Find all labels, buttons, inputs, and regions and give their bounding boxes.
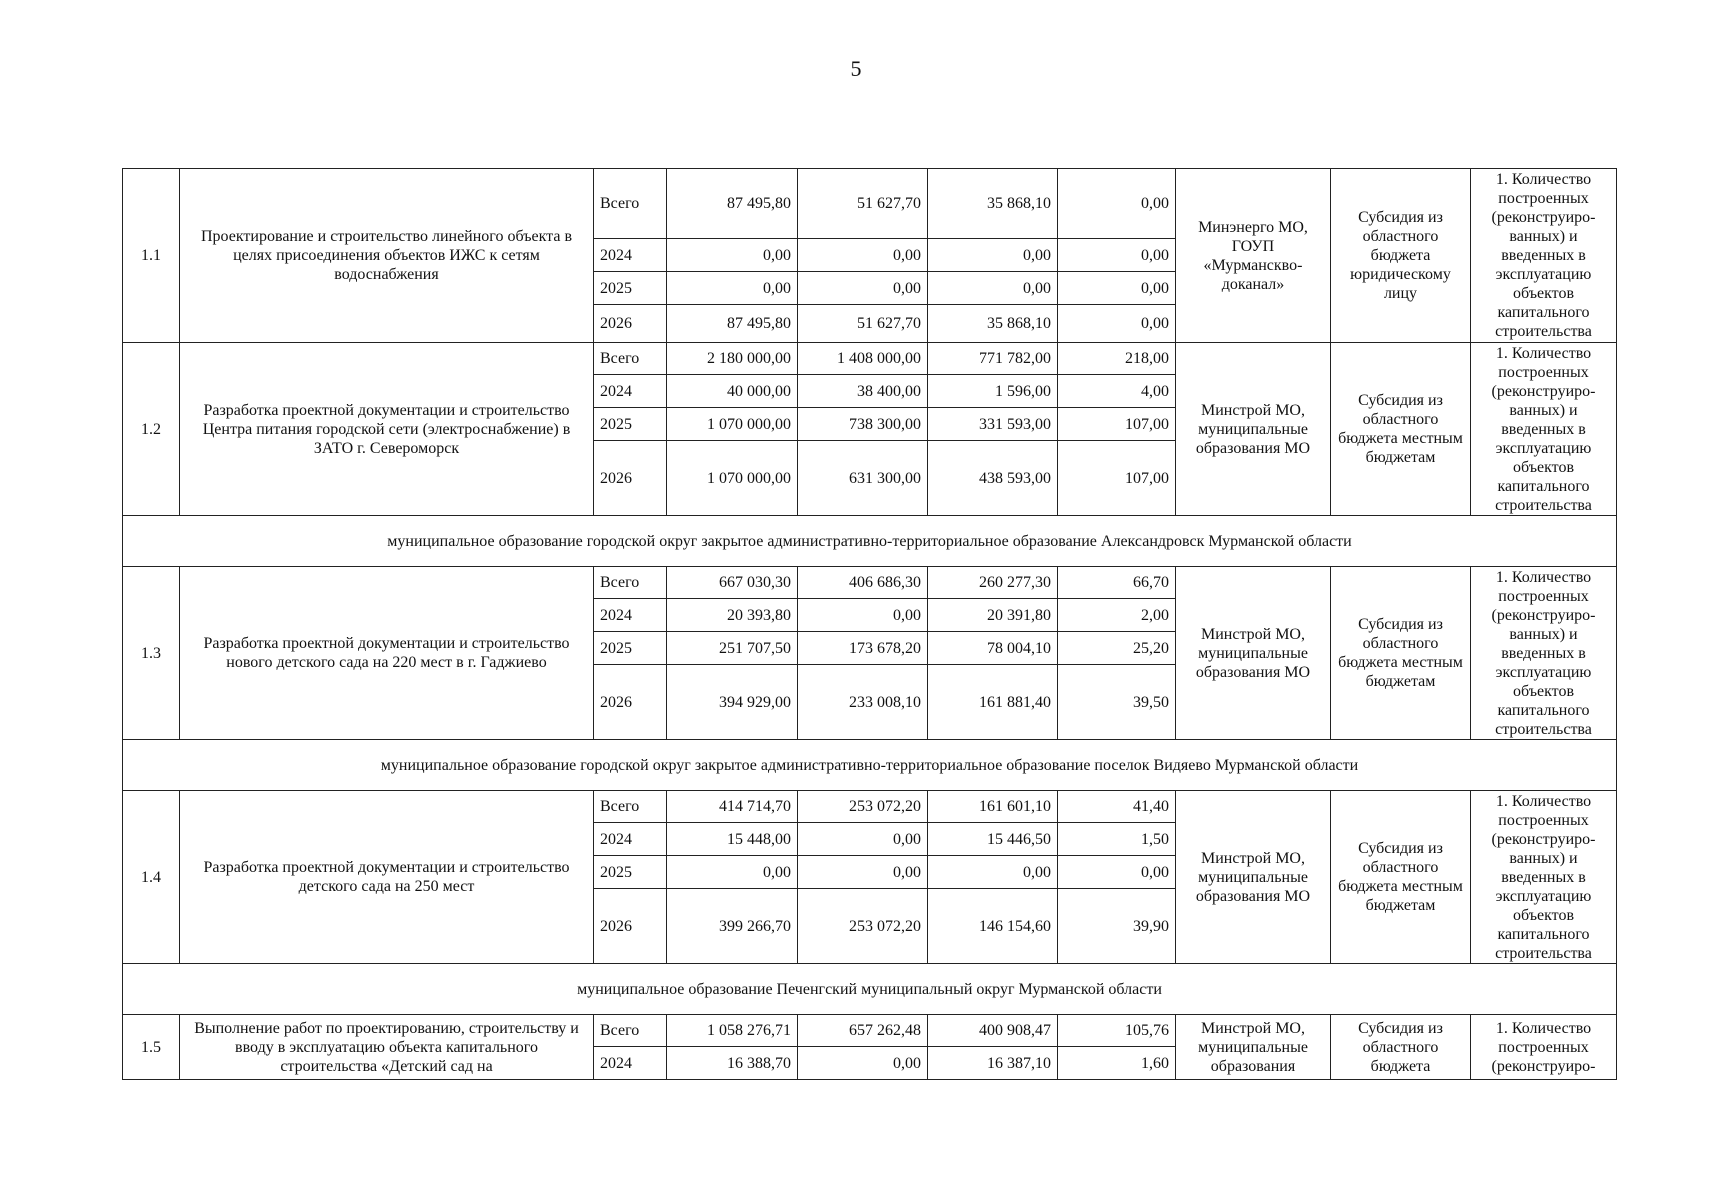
- value-total: 2 180 000,00: [667, 343, 798, 375]
- value-regional: 260 277,30: [928, 567, 1058, 599]
- year-cell: Всего: [594, 169, 667, 239]
- year-cell: 2026: [594, 889, 667, 964]
- table-row: [123, 567, 1617, 599]
- value-federal: 0,00: [798, 239, 928, 272]
- value-federal: 173 678,20: [798, 632, 928, 665]
- value-total: 0,00: [667, 272, 798, 305]
- value-total: 40 000,00: [667, 375, 798, 408]
- value-regional: 78 004,10: [928, 632, 1058, 665]
- table-row: [123, 169, 1617, 239]
- value-total: 0,00: [667, 856, 798, 889]
- year-cell: 2025: [594, 408, 667, 441]
- executor-cell: Минэнерго МО, ГОУП «Мурманскво-доканал»: [1176, 169, 1331, 343]
- year-cell: 2025: [594, 632, 667, 665]
- value-total: 251 707,50: [667, 632, 798, 665]
- value-total: 87 495,80: [667, 169, 798, 239]
- value-local: 107,00: [1058, 441, 1176, 516]
- executor-cell: Минстрой МО, муниципальные образования МО: [1176, 567, 1331, 740]
- funding-source-cell: Субсидия из областного бюджета местным бюджетам: [1331, 343, 1471, 516]
- funding-source-cell: Субсидия из областного бюджета местным бюджетам: [1331, 567, 1471, 740]
- section-heading: муниципальное образование городской округ закрытое административно-территориальное образование Александровск Мурманской области: [123, 516, 1617, 567]
- value-local: 25,20: [1058, 632, 1176, 665]
- value-total: 1 070 000,00: [667, 408, 798, 441]
- funding-source-cell: Субсидия из областного бюджета юридическому лицу: [1331, 169, 1471, 343]
- value-regional: 15 446,50: [928, 823, 1058, 856]
- year-cell: 2024: [594, 239, 667, 272]
- value-federal: 233 008,10: [798, 665, 928, 740]
- year-cell: 2026: [594, 305, 667, 343]
- measure-name: Разработка проектной документации и строительство Центра питания городской сети (электроснабжение) в ЗАТО г. Североморск: [180, 343, 594, 516]
- value-local: 39,50: [1058, 665, 1176, 740]
- value-federal: 657 262,48: [798, 1015, 928, 1047]
- value-regional: 20 391,80: [928, 599, 1058, 632]
- value-regional: 438 593,00: [928, 441, 1058, 516]
- value-federal: 253 072,20: [798, 889, 928, 964]
- value-regional: 0,00: [928, 272, 1058, 305]
- table-row: [123, 1015, 1617, 1047]
- value-local: 0,00: [1058, 856, 1176, 889]
- value-total: 20 393,80: [667, 599, 798, 632]
- value-federal: 738 300,00: [798, 408, 928, 441]
- value-regional: 0,00: [928, 239, 1058, 272]
- year-cell: 2026: [594, 665, 667, 740]
- value-local: 1,60: [1058, 1047, 1176, 1080]
- value-local: 1,50: [1058, 823, 1176, 856]
- row-number: 1.4: [123, 791, 180, 964]
- section-heading: муниципальное образование Печенгский муниципальный округ Мурманской области: [123, 964, 1617, 1015]
- page-number: 5: [850, 56, 862, 81]
- section-heading: муниципальное образование городской округ закрытое административно-территориальное образование поселок Видяево Мурманской области: [123, 740, 1617, 791]
- section-row: [123, 516, 1617, 567]
- year-cell: 2024: [594, 823, 667, 856]
- indicator-cell: 1. Количество построенных (реконструиро-ванных) и введенных в эксплуатацию объектов капитального строительства: [1471, 169, 1617, 343]
- value-local: 0,00: [1058, 305, 1176, 343]
- value-local: 107,00: [1058, 408, 1176, 441]
- value-federal: 51 627,70: [798, 305, 928, 343]
- value-federal: 38 400,00: [798, 375, 928, 408]
- value-federal: 51 627,70: [798, 169, 928, 239]
- measure-name: Проектирование и строительство линейного объекта в целях присоединения объектов ИЖС к сетям водоснабжения: [180, 169, 594, 343]
- value-total: 1 070 000,00: [667, 441, 798, 516]
- year-cell: 2025: [594, 856, 667, 889]
- value-local: 2,00: [1058, 599, 1176, 632]
- value-local: 66,70: [1058, 567, 1176, 599]
- section-row: [123, 964, 1617, 1015]
- value-federal: 0,00: [798, 1047, 928, 1080]
- executor-cell: Минстрой МО, муниципальные образования МО: [1176, 343, 1331, 516]
- measure-name: Разработка проектной документации и строительство детского сада на 250 мест: [180, 791, 594, 964]
- value-total: 414 714,70: [667, 791, 798, 823]
- value-total: 0,00: [667, 239, 798, 272]
- indicator-cell: 1. Количество построенных (реконструиро-ванных) и введенных в эксплуатацию объектов капитального строительства: [1471, 567, 1617, 740]
- value-regional: 0,00: [928, 856, 1058, 889]
- value-local: 39,90: [1058, 889, 1176, 964]
- value-regional: 35 868,10: [928, 305, 1058, 343]
- value-federal: 253 072,20: [798, 791, 928, 823]
- row-number: 1.5: [123, 1015, 180, 1080]
- section-row: [123, 740, 1617, 791]
- value-federal: 0,00: [798, 823, 928, 856]
- value-regional: 35 868,10: [928, 169, 1058, 239]
- measure-name: Выполнение работ по проектированию, строительству и вводу в эксплуатацию объекта капитального строительства «Детский сад на: [180, 1015, 594, 1080]
- indicator-cell: 1. Количество построенных (реконструиро-ванных) и введенных в эксплуатацию объектов капитального строительства: [1471, 791, 1617, 964]
- value-local: 0,00: [1058, 169, 1176, 239]
- value-federal: 1 408 000,00: [798, 343, 928, 375]
- measure-name: Разработка проектной документации и строительство нового детского сада на 220 мест в г. Гаджиево: [180, 567, 594, 740]
- row-number: 1.3: [123, 567, 180, 740]
- value-regional: 146 154,60: [928, 889, 1058, 964]
- indicator-cell: 1. Количество построенных (реконструиро-: [1471, 1015, 1617, 1080]
- value-regional: 1 596,00: [928, 375, 1058, 408]
- value-federal: 406 686,30: [798, 567, 928, 599]
- executor-cell: Минстрой МО, муниципальные образования: [1176, 1015, 1331, 1080]
- year-cell: Всего: [594, 343, 667, 375]
- value-local: 218,00: [1058, 343, 1176, 375]
- value-regional: 771 782,00: [928, 343, 1058, 375]
- value-regional: 400 908,47: [928, 1015, 1058, 1047]
- value-regional: 331 593,00: [928, 408, 1058, 441]
- value-total: 667 030,30: [667, 567, 798, 599]
- value-regional: 16 387,10: [928, 1047, 1058, 1080]
- year-cell: 2024: [594, 1047, 667, 1080]
- value-local: 0,00: [1058, 272, 1176, 305]
- value-federal: 631 300,00: [798, 441, 928, 516]
- value-total: 1 058 276,71: [667, 1015, 798, 1047]
- value-total: 16 388,70: [667, 1047, 798, 1080]
- value-regional: 161 881,40: [928, 665, 1058, 740]
- year-cell: 2026: [594, 441, 667, 516]
- table-row: [123, 343, 1617, 375]
- value-total: 399 266,70: [667, 889, 798, 964]
- year-cell: Всего: [594, 1015, 667, 1047]
- year-cell: Всего: [594, 791, 667, 823]
- year-cell: 2024: [594, 375, 667, 408]
- indicator-cell: 1. Количество построенных (реконструиро-ванных) и введенных в эксплуатацию объектов капитального строительства: [1471, 343, 1617, 516]
- value-local: 41,40: [1058, 791, 1176, 823]
- value-regional: 161 601,10: [928, 791, 1058, 823]
- year-cell: 2025: [594, 272, 667, 305]
- table-row: [123, 791, 1617, 823]
- funding-source-cell: Субсидия из областного бюджета местным бюджетам: [1331, 791, 1471, 964]
- row-number: 1.1: [123, 169, 180, 343]
- value-local: 4,00: [1058, 375, 1176, 408]
- value-federal: 0,00: [798, 272, 928, 305]
- executor-cell: Минстрой МО, муниципальные образования МО: [1176, 791, 1331, 964]
- year-cell: 2024: [594, 599, 667, 632]
- value-federal: 0,00: [798, 599, 928, 632]
- funding-source-cell: Субсидия из областного бюджета: [1331, 1015, 1471, 1080]
- value-federal: 0,00: [798, 856, 928, 889]
- value-local: 105,76: [1058, 1015, 1176, 1047]
- budget-table: [122, 168, 1617, 1080]
- value-total: 87 495,80: [667, 305, 798, 343]
- value-total: 394 929,00: [667, 665, 798, 740]
- row-number: 1.2: [123, 343, 180, 516]
- value-total: 15 448,00: [667, 823, 798, 856]
- value-local: 0,00: [1058, 239, 1176, 272]
- year-cell: Всего: [594, 567, 667, 599]
